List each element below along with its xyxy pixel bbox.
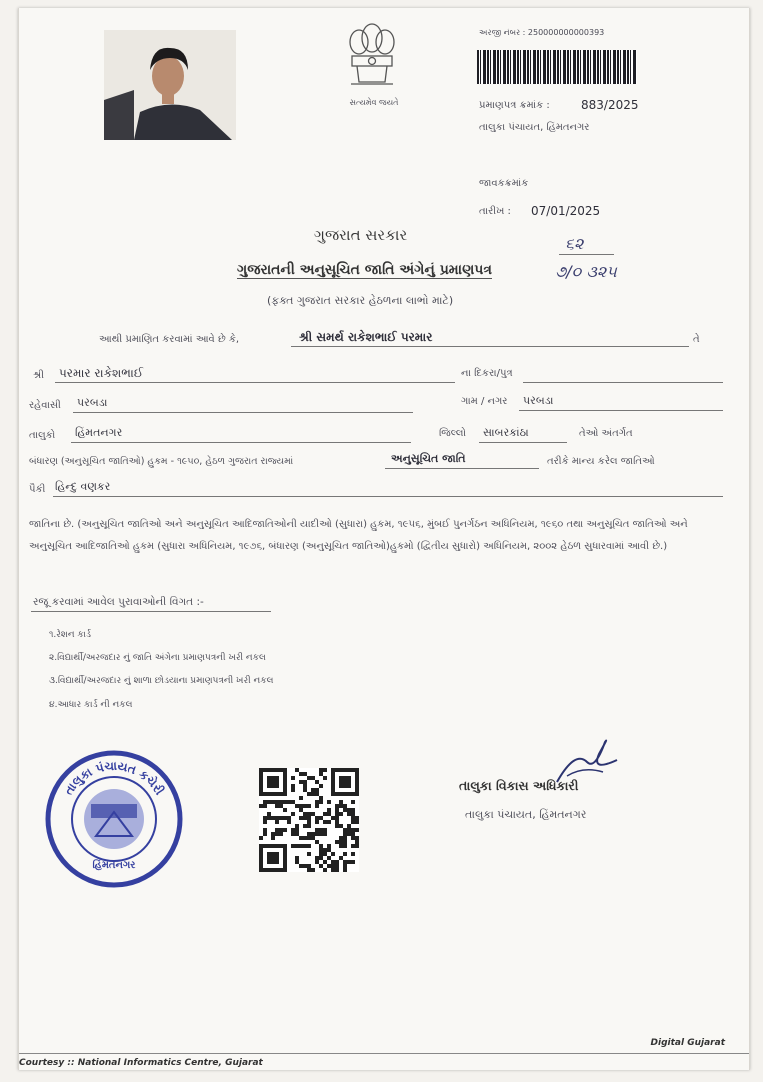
certificate-title: ગુજરાતની અનુસૂચિત જાતિ અંગેનું પ્રમાણપત્ર bbox=[237, 262, 493, 278]
list-item: ૧.રેશન કાર્ડ bbox=[49, 630, 91, 640]
category-line bbox=[385, 468, 539, 469]
list-item: ૨.વિદ્યાર્થી/અરજદાર નું જાતિ અંગેના પ્રમાણપત્રની ખરી નકલ bbox=[49, 653, 266, 663]
handwritten-note-2: ૭/૦ ૩૨૫ bbox=[555, 262, 617, 281]
issue-date: 07/01/2025 bbox=[531, 204, 601, 218]
schedule-text: બંધારણ (અનુસૂચિત જાતિઓ) હુકમ - ૧૯૫૦, હેઠળ ગુજરાત રાજ્યમાં bbox=[29, 456, 294, 467]
father-prefix: શ્રી bbox=[33, 370, 45, 381]
relation-line bbox=[523, 382, 723, 383]
applicant-name: શ્રી સમર્થ રાકેશભાઈ પરમાર bbox=[299, 330, 433, 344]
qr-code-icon bbox=[259, 768, 359, 872]
outward-label: જાવકક્રમાંક bbox=[479, 178, 529, 189]
name-line bbox=[291, 346, 689, 347]
district-line bbox=[479, 442, 567, 443]
documents-heading: રજૂ કરવામાં આવેલ પુરાવાઓની વિગત :- bbox=[33, 596, 204, 608]
certificate-number-label: પ્રમાણપત્ર ક્રમાંક : bbox=[479, 100, 550, 111]
emblem-icon bbox=[337, 20, 407, 100]
legal-paragraph: જાતિના છે. (અનુસૂચિત જાતિઓ અને અનુસૂચિત આદિજાતિઓની યાદીઓ (સુધારા) હુકમ, ૧૯૫૬, મુંબઈ પુનર્ગઠન અધિનિયમ, ૧૯૬૦ તથા અનુસૂચિત જાતિઓ અને અનુસૂચિત આદિજાતિઓ હુકમ (સુધારા અધિનિયમ, ૧૯૭૬, બંધારણ (અનુસૂચિત જાતિઓ)હુકમો (દ્વિતીય સુધારો) અધિનિયમ, ૨૦૦૨ હેઠળ સુધારવામાં આવી છે.) bbox=[29, 519, 688, 552]
issuing-office: તાલુકા પંચાયત, હિંમતનગર bbox=[479, 122, 590, 133]
seal-bottom-text: હિંમતનગર bbox=[92, 860, 136, 871]
village-line bbox=[519, 410, 723, 411]
village-value: પરબડા bbox=[523, 394, 554, 407]
father-name: પરમાર રાકેશભાઈ bbox=[59, 366, 144, 380]
caste-line bbox=[53, 496, 723, 497]
district-label: જિલ્લો bbox=[439, 428, 466, 439]
taluka-line bbox=[71, 442, 411, 443]
name-suffix: તે bbox=[693, 334, 700, 345]
certificate-subtitle: (ફક્ત ગુજરાત સરકાર હેઠળના લાભો માટે) bbox=[267, 294, 454, 307]
caste-prefix: પૈકી bbox=[29, 484, 46, 495]
applicant-photo bbox=[104, 30, 236, 140]
resident-line bbox=[73, 412, 413, 413]
signatory-office: તાલુકા પંચાયત, હિંમતનગર bbox=[465, 808, 587, 821]
taluka-label: તાલુકો bbox=[29, 430, 56, 441]
caste-name: હિન્દુ વણકર bbox=[55, 480, 111, 493]
footer-courtesy: Courtesy :: National Informatics Centre, Gujarat bbox=[19, 1058, 263, 1068]
barcode bbox=[477, 50, 637, 84]
father-line bbox=[55, 382, 455, 383]
seal-icon bbox=[41, 746, 187, 892]
qr-code bbox=[259, 768, 359, 872]
list-item: ૪.આધાર કાર્ડ ની નકલ bbox=[49, 700, 133, 710]
barcode-number: અરજી નંબર : 250000000000393 bbox=[479, 28, 605, 37]
district-value: સાબરકાંઠા bbox=[483, 426, 529, 439]
footer-divider bbox=[19, 1053, 749, 1054]
seal-ring-text: તાલુકા પંચાયત કચેરી bbox=[61, 758, 167, 798]
taluka-value: હિંમતનગર bbox=[75, 426, 123, 439]
official-seal bbox=[41, 746, 187, 892]
certify-prefix: આથી પ્રમાણિત કરવામાં આવે છે કે, bbox=[99, 334, 240, 345]
national-emblem bbox=[337, 20, 407, 110]
signatory-title: તાલુકા વિકાસ અધિકારી bbox=[459, 778, 579, 793]
documents-heading-line bbox=[31, 611, 271, 612]
footer-digital: Digital Gujarat bbox=[650, 1038, 725, 1048]
resident-label: રહેવાસી bbox=[29, 400, 61, 411]
handwritten-note-1: ૬૨ bbox=[565, 234, 584, 253]
relation-label: ના દિકરા/પુત્ર bbox=[461, 368, 513, 379]
certificate-number: 883/2025 bbox=[581, 98, 639, 112]
resident-value: પરબડા bbox=[77, 396, 108, 409]
date-label: તારીખ : bbox=[479, 206, 511, 217]
list-item: ૩.વિદ્યાર્થી/અરજદાર નું શાળા છોડયાના પ્રમાણપત્રની ખરી નકલ bbox=[49, 676, 274, 686]
state-text: તેઓ અંતર્ગત bbox=[579, 428, 633, 439]
handwritten-underline bbox=[559, 254, 614, 255]
certificate-page bbox=[18, 8, 750, 1070]
caste-category: અનુસૂચિત જાતિ bbox=[391, 452, 466, 465]
recognized-text: તરીકે માન્ય કરેલ જાતિઓ bbox=[547, 456, 655, 467]
village-label: ગામ / નગર bbox=[461, 396, 508, 407]
government-title: ગુજરાત સરકાર bbox=[314, 226, 408, 244]
emblem-caption: સત્યમેવ જયતે bbox=[349, 98, 399, 107]
